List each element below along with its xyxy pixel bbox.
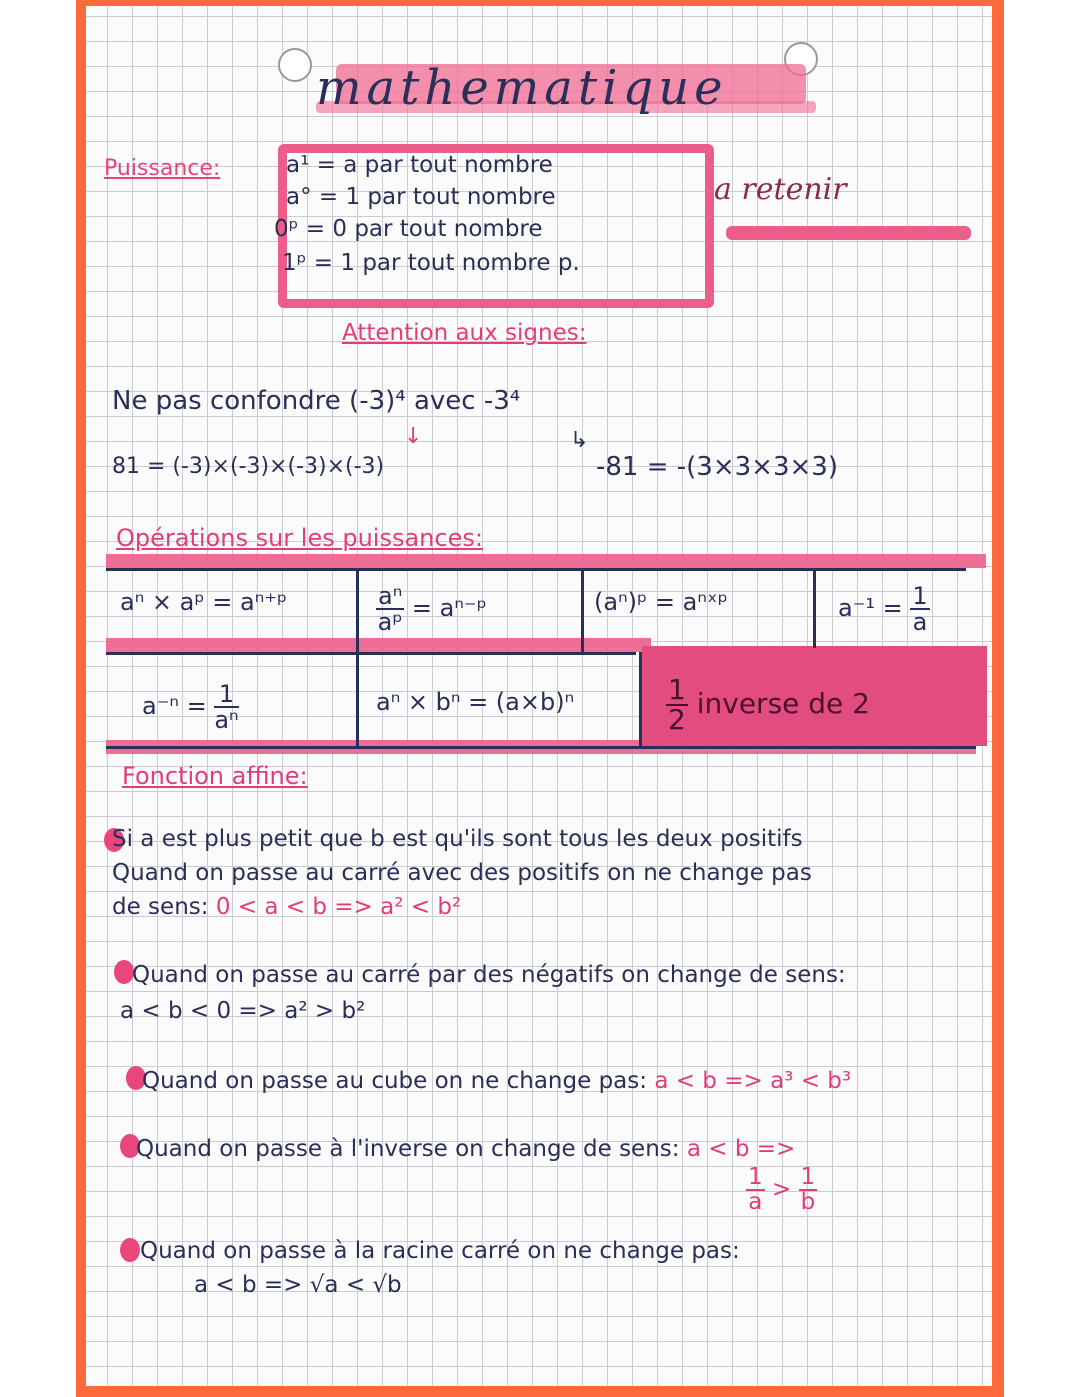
bullet-4-frac1-den: a <box>748 1189 763 1215</box>
bullet-3-text: Quand on passe au cube on ne change pas: <box>142 1068 647 1094</box>
rule-quotient <box>376 584 487 634</box>
bullet-5 <box>120 1238 140 1262</box>
rule-inverse-of-2 <box>666 673 870 736</box>
bullet-4-formula: a < b => <box>686 1136 796 1162</box>
negexp-numerator: 1 <box>214 682 238 708</box>
bullet-2-line-1: Quand on passe au carré par des négatifs on change de sens: <box>132 962 846 988</box>
table-vline-3 <box>813 568 816 648</box>
attention-right-expansion: -81 = -(3×3×3×3) <box>596 452 838 482</box>
attention-heading: Attention aux signes: <box>342 320 587 346</box>
table-hline-mid <box>106 652 636 655</box>
bullet-1-formula: 0 < a < b => a² < b² <box>215 894 462 920</box>
binder-hole-left <box>278 48 312 82</box>
inverse-of-2-text: inverse de 2 <box>696 687 870 720</box>
bullet-4-line <box>136 1134 795 1164</box>
bullet-2-formula: a < b < 0 => a² > b² <box>120 998 366 1024</box>
quotient-numerator: aⁿ <box>378 582 403 610</box>
rule-3: 0ᵖ = 0 par tout nombre <box>274 216 543 242</box>
rule-1: a¹ = a par tout nombre <box>286 152 553 178</box>
table-vline-2 <box>581 568 584 652</box>
quotient-denominator: aᵖ <box>377 608 403 636</box>
operations-heading: Opérations sur les puissances: <box>116 524 483 552</box>
retenir-highlight <box>726 226 971 240</box>
rule-inverse <box>838 584 930 634</box>
rule-product: aⁿ × aᵖ = aⁿ⁺ᵖ <box>120 588 288 616</box>
table-vline-4 <box>639 652 642 748</box>
puissance-label: Puissance: <box>104 156 221 181</box>
page-title: mathematique <box>316 60 728 116</box>
bullet-4-gt: > <box>771 1176 792 1203</box>
half-denominator: 2 <box>668 703 686 736</box>
bullet-4-frac1-num: 1 <box>748 1164 763 1190</box>
bullet-1-line-2: Quand on passe au carré avec des positifs on ne change pas <box>112 860 812 886</box>
inverse-numerator: 1 <box>912 582 928 610</box>
half-numerator: 1 <box>668 673 686 706</box>
inverse-denominator: a <box>912 608 928 636</box>
bullet-3-line <box>142 1066 851 1096</box>
table-top-band <box>106 554 986 568</box>
table-hline-top <box>106 568 966 571</box>
grid-paper-sheet <box>86 6 992 1386</box>
bullet-5-formula: a < b => √a < √b <box>194 1272 402 1298</box>
arrow-down: ↓ <box>404 424 423 449</box>
bullet-1-line-1: Si a est plus petit que b est qu'ils sont tous les deux positifs <box>112 826 803 852</box>
negexp-denominator: aⁿ <box>214 706 239 734</box>
rule-4: 1ᵖ = 1 par tout nombre p. <box>282 250 580 276</box>
rule-2: a° = 1 par tout nombre <box>286 184 556 210</box>
bullet-5-line: Quand on passe à la racine carré on ne change pas: <box>140 1238 740 1264</box>
bullet-4-text: Quand on passe à l'inverse on change de sens: <box>136 1136 680 1162</box>
rule-negative-exponent <box>142 682 239 732</box>
rule-product-same-exponent: aⁿ × bⁿ = (a×b)ⁿ <box>376 688 575 716</box>
quotient-rhs: = aⁿ⁻ᵖ <box>411 594 487 622</box>
attention-line: Ne pas confondre (-3)⁴ avec -3⁴ <box>112 386 521 416</box>
rule-power-of-power: (aⁿ)ᵖ = aⁿˣᵖ <box>594 588 728 616</box>
attention-left-expansion: 81 = (-3)×(-3)×(-3)×(-3) <box>112 454 385 479</box>
table-hline-bottom <box>106 746 976 749</box>
table-vline-1 <box>356 568 359 748</box>
retenir-note: a retenir <box>714 172 847 207</box>
bullet-4-fractions <box>746 1166 817 1214</box>
arrow-corner: ↳ <box>570 428 589 453</box>
bullet-1-line-3 <box>112 892 461 922</box>
table-middle-band <box>106 638 651 652</box>
bullet-2 <box>114 960 134 984</box>
bullet-3-formula: a < b => a³ < b³ <box>654 1068 852 1094</box>
negexp-lhs: a⁻ⁿ = <box>142 692 207 720</box>
fonction-heading: Fonction affine: <box>122 762 308 790</box>
inverse-lhs: a⁻¹ = <box>838 594 903 622</box>
bullet-4-frac2-num: 1 <box>800 1164 816 1190</box>
bullet-1-sens: de sens: <box>112 894 209 920</box>
orange-card-border <box>76 0 1004 1397</box>
bullet-4-frac2-den: b <box>800 1189 816 1215</box>
